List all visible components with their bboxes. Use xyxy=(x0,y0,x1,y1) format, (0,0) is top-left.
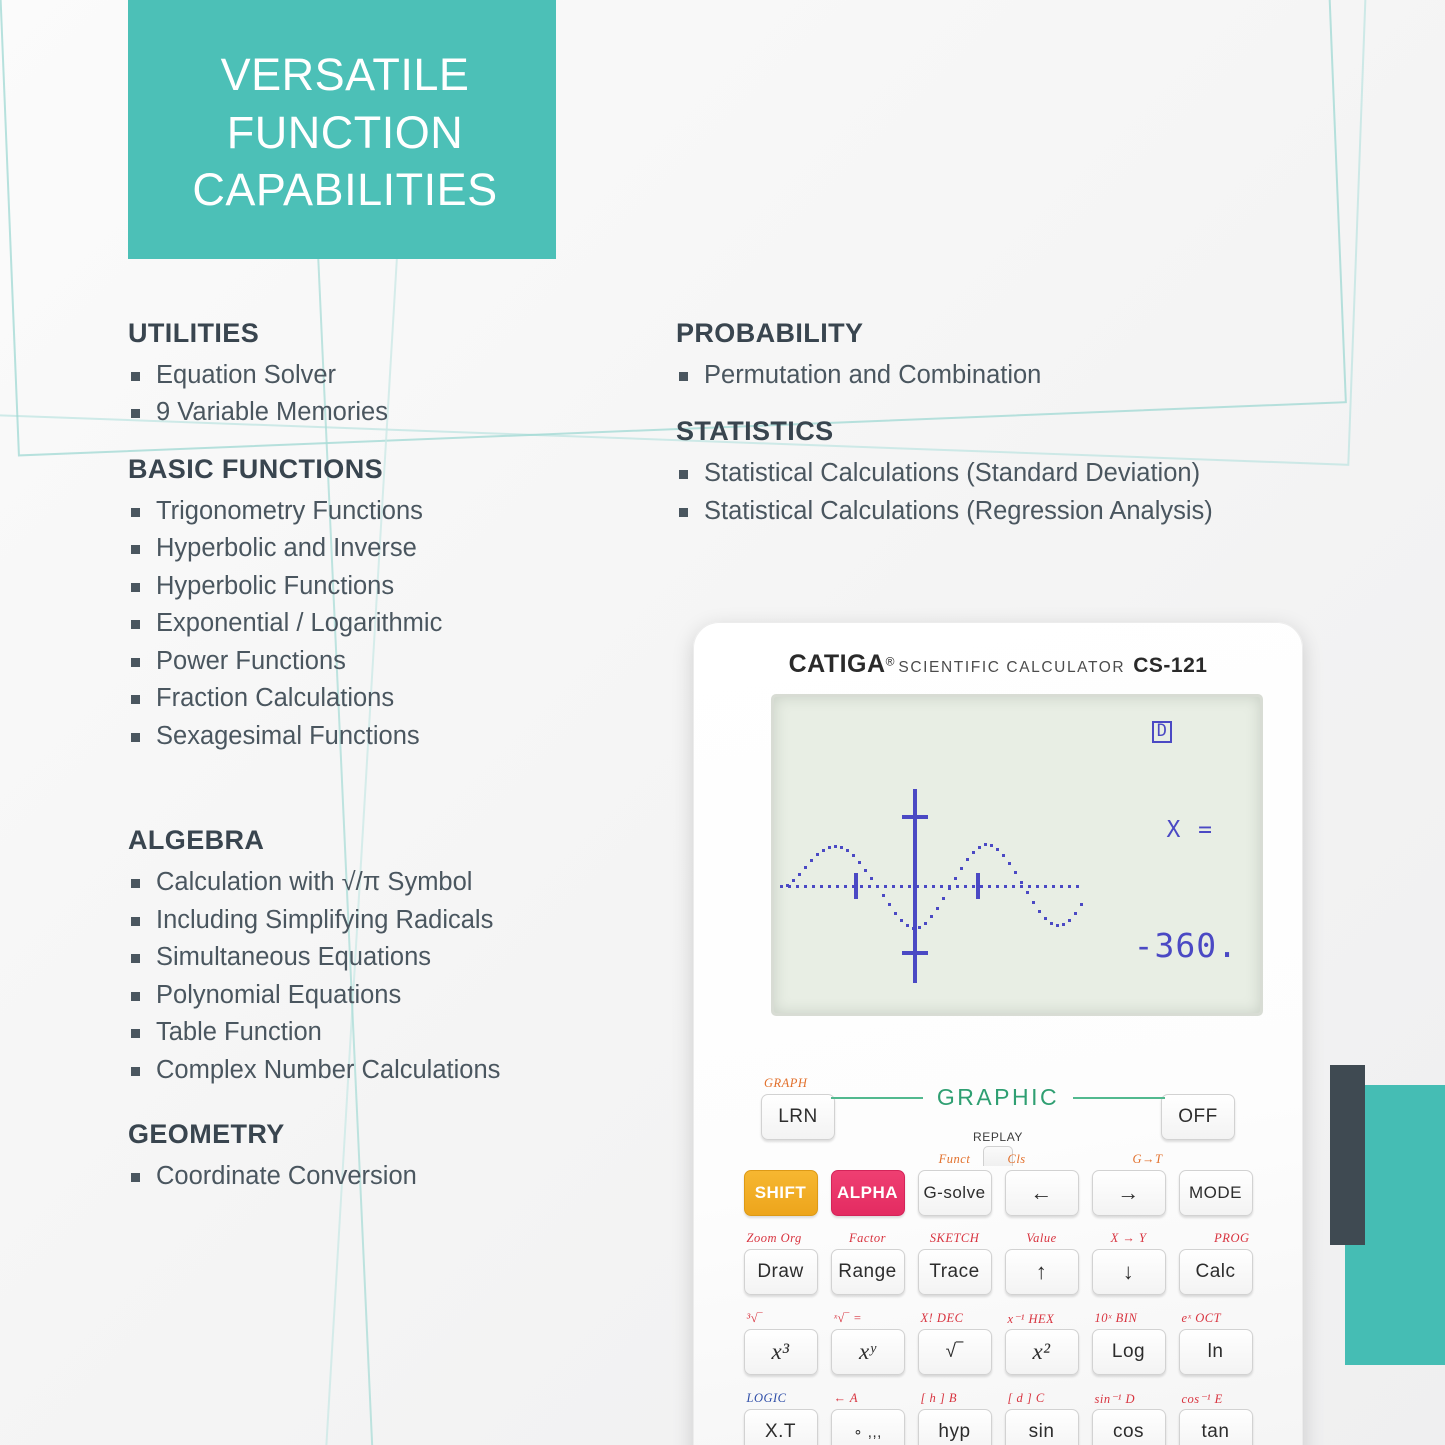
list-item: Permutation and Combination xyxy=(676,357,1436,394)
key-top-label: GRAPH xyxy=(764,1076,808,1090)
key-off[interactable] xyxy=(1161,1094,1235,1140)
key-label: Calc xyxy=(1195,1261,1236,1282)
key-label: Trace xyxy=(929,1261,980,1282)
feature-group-probability xyxy=(676,318,1436,394)
key-x-cubed[interactable] xyxy=(744,1311,818,1375)
calculator-device xyxy=(693,622,1303,1445)
brand-subtitle: SCIENTIFIC CALCULATOR xyxy=(898,659,1126,676)
feature-group-algebra xyxy=(128,825,688,1089)
key-top-label: Cls xyxy=(1007,1152,1026,1166)
key-top-label: X → Y xyxy=(1110,1231,1147,1245)
key-top-label: ³√‾ xyxy=(746,1311,763,1325)
group-heading: BASIC FUNCTIONS xyxy=(128,453,383,484)
key-g-solve[interactable] xyxy=(918,1152,992,1216)
group-heading: STATISTICS xyxy=(676,416,834,447)
key-lrn[interactable] xyxy=(761,1076,835,1140)
key-top-label: eˣ OCT xyxy=(1181,1311,1222,1325)
key-row-3 xyxy=(693,1231,1303,1295)
group-heading: UTILITIES xyxy=(128,318,260,348)
feature-group-utilities xyxy=(128,318,688,432)
key-top-label: x⁻¹ HEX xyxy=(1007,1312,1055,1326)
list-item: Hyperbolic and Inverse xyxy=(128,530,688,567)
calculator-screen xyxy=(771,694,1263,1016)
list-item: Polynomial Equations xyxy=(128,977,688,1014)
key-top-label: PROG xyxy=(1214,1231,1250,1245)
feature-group-statistics xyxy=(676,416,1436,530)
features-right-column xyxy=(676,318,1436,560)
feature-group-basic-functions xyxy=(128,454,688,755)
group-list xyxy=(128,357,688,432)
list-item: Coordinate Conversion xyxy=(128,1158,688,1195)
key-label: LRN xyxy=(778,1106,818,1127)
key-label: X.T xyxy=(764,1421,797,1442)
left-arrow-icon: ← xyxy=(1030,1180,1053,1205)
key-top-label: Funct xyxy=(938,1152,971,1166)
key-right-arrow[interactable] xyxy=(1092,1152,1166,1216)
group-list xyxy=(676,455,1436,530)
key-degrees-minutes-seconds[interactable] xyxy=(831,1391,905,1445)
key-label: MODE xyxy=(1189,1183,1242,1202)
key-x-to-y[interactable] xyxy=(831,1311,905,1375)
key-down-arrow[interactable] xyxy=(1092,1231,1166,1295)
key-label: cos xyxy=(1112,1421,1145,1442)
key-label: tan xyxy=(1201,1421,1230,1442)
list-item: Exponential / Logarithmic xyxy=(128,605,688,642)
list-item: Table Function xyxy=(128,1014,688,1051)
column-spacer xyxy=(128,785,688,825)
key-mode[interactable] xyxy=(1179,1170,1253,1216)
group-heading: PROBABILITY xyxy=(676,318,864,348)
group-list xyxy=(676,357,1436,394)
title-banner xyxy=(128,0,556,259)
key-row-5 xyxy=(693,1391,1303,1445)
group-list xyxy=(128,864,688,1089)
key-hyp[interactable] xyxy=(918,1391,992,1445)
key-x-squared[interactable] xyxy=(1005,1312,1079,1375)
degree-mode-indicator: D xyxy=(1152,721,1172,743)
key-top-label: ← A xyxy=(833,1391,859,1405)
key-label: x³ xyxy=(771,1339,790,1364)
key-top-label: Zoom Org xyxy=(746,1231,802,1245)
brand-name: CATIGA xyxy=(788,650,886,678)
up-arrow-icon: ↑ xyxy=(1035,1259,1048,1284)
calculator-branding xyxy=(693,650,1303,679)
list-item: Calculation with √/π Symbol xyxy=(128,864,688,901)
key-label: Range xyxy=(838,1261,897,1282)
key-label: SHIFT xyxy=(754,1183,807,1202)
list-item: Sexagesimal Functions xyxy=(128,718,688,755)
key-label: Log xyxy=(1111,1341,1146,1362)
key-top-label: [ h ] B xyxy=(920,1391,957,1405)
group-list xyxy=(128,493,688,755)
key-row-4 xyxy=(693,1311,1303,1375)
registered-mark: ® xyxy=(885,654,895,669)
list-item: Statistical Calculations (Regression Analysis) xyxy=(676,493,1436,530)
graph-plot xyxy=(780,781,1260,991)
key-sin[interactable] xyxy=(1005,1391,1079,1445)
key-top-label: ˣ√‾ = xyxy=(833,1311,863,1325)
list-item: Fraction Calculations xyxy=(128,680,688,717)
key-top-label: Factor xyxy=(848,1231,887,1245)
down-arrow-icon: ↓ xyxy=(1122,1259,1135,1284)
key-trace[interactable] xyxy=(918,1231,992,1295)
key-label: Draw xyxy=(757,1261,804,1282)
list-item: Hyperbolic Functions xyxy=(128,568,688,605)
key-top-label: sin⁻¹ D xyxy=(1094,1392,1136,1406)
group-heading: GEOMETRY xyxy=(128,1119,285,1150)
key-shift[interactable] xyxy=(744,1170,818,1216)
group-list xyxy=(128,1158,688,1195)
key-range[interactable] xyxy=(831,1231,905,1295)
key-top-label: G→T xyxy=(1132,1152,1163,1166)
group-heading: ALGEBRA xyxy=(128,825,265,856)
list-item: Including Simplifying Radicals xyxy=(128,902,688,939)
key-x-t[interactable] xyxy=(744,1391,818,1445)
key-top-label: SKETCH xyxy=(929,1231,980,1245)
key-top-label: LOGIC xyxy=(746,1391,787,1405)
key-label: sin xyxy=(1028,1421,1055,1442)
key-top-label: Value xyxy=(1026,1231,1057,1245)
decor-dark-block xyxy=(1330,1065,1365,1245)
key-up-arrow[interactable] xyxy=(1005,1231,1079,1295)
list-item: Statistical Calculations (Standard Deviation) xyxy=(676,455,1436,492)
key-ln[interactable] xyxy=(1179,1311,1253,1375)
key-label: OFF xyxy=(1178,1106,1218,1127)
replay-label: REPLAY xyxy=(972,1130,1024,1144)
right-arrow-icon: → xyxy=(1117,1180,1140,1205)
sqrt-icon: √‾ xyxy=(945,1341,964,1362)
list-item: Complex Number Calculations xyxy=(128,1052,688,1089)
key-top-label: 10ˣ BIN xyxy=(1094,1311,1138,1325)
key-tan[interactable] xyxy=(1179,1392,1253,1445)
key-calc[interactable] xyxy=(1179,1231,1253,1295)
key-top-label: X! DEC xyxy=(920,1311,964,1325)
list-item: Simultaneous Equations xyxy=(128,939,688,976)
list-item: 9 Variable Memories xyxy=(128,394,688,431)
screen-value: -360. xyxy=(1133,926,1238,965)
key-top-label: cos⁻¹ E xyxy=(1181,1392,1223,1406)
key-draw[interactable] xyxy=(744,1231,818,1295)
feature-group-geometry xyxy=(128,1119,688,1195)
key-top-label: [ d ] C xyxy=(1007,1391,1045,1405)
key-label: xʸ xyxy=(858,1339,877,1364)
key-label: hyp xyxy=(938,1421,971,1442)
key-label: ALPHA xyxy=(836,1183,899,1202)
key-left-arrow[interactable] xyxy=(1005,1152,1079,1216)
key-label: x² xyxy=(1032,1339,1051,1364)
key-row-2 xyxy=(693,1152,1303,1216)
list-item: Equation Solver xyxy=(128,357,688,394)
page-title: VERSATILE FUNCTION CAPABILITIES xyxy=(192,49,498,216)
key-label: ∘ ,,, xyxy=(853,1424,882,1441)
model-number: CS-121 xyxy=(1133,654,1208,677)
key-square-root[interactable] xyxy=(918,1311,992,1375)
key-label: G-solve xyxy=(923,1183,986,1202)
key-cos[interactable] xyxy=(1092,1392,1166,1445)
list-item: Trigonometry Functions xyxy=(128,493,688,530)
features-left-column xyxy=(128,318,688,1226)
list-item: Power Functions xyxy=(128,643,688,680)
key-log[interactable] xyxy=(1092,1311,1166,1375)
key-label: ln xyxy=(1207,1341,1224,1362)
graphic-band-label: GRAPHIC xyxy=(936,1084,1060,1110)
key-alpha[interactable] xyxy=(831,1170,905,1216)
screen-prompt: X = xyxy=(1166,817,1214,843)
